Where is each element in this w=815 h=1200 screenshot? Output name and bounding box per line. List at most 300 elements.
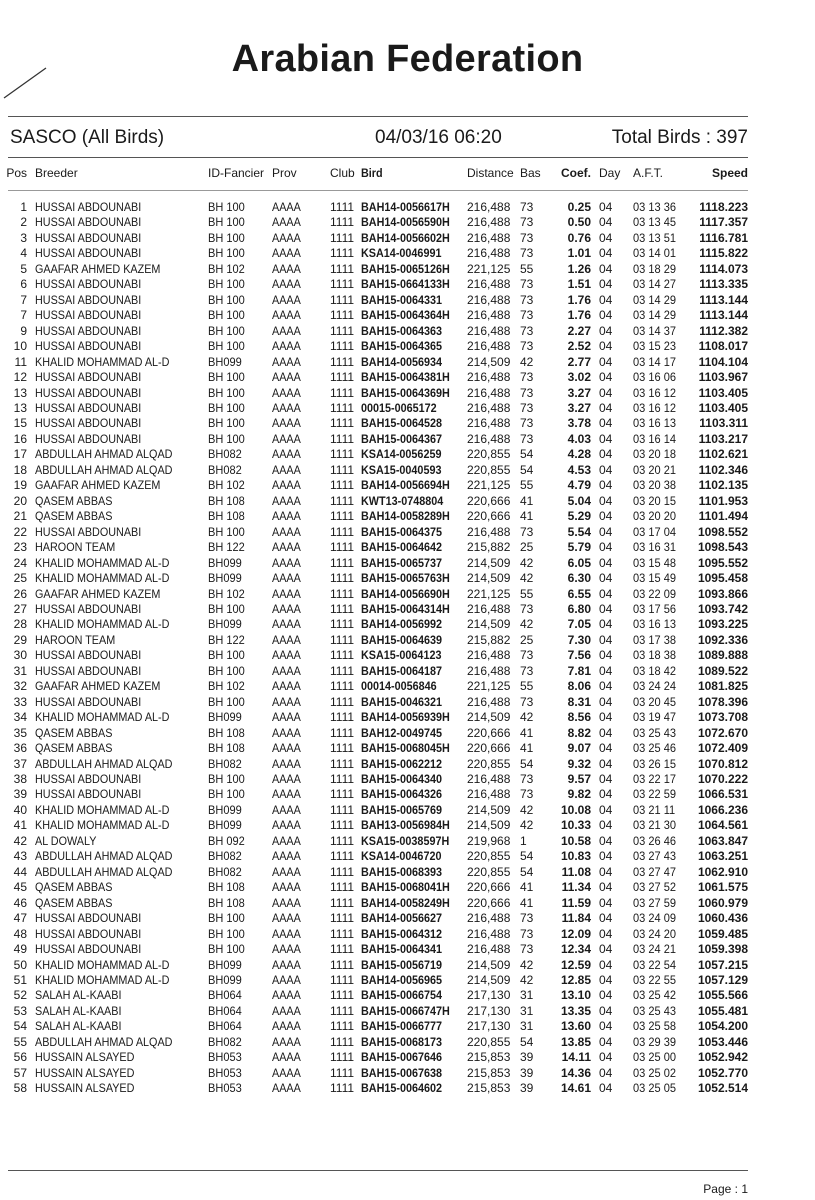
cell-bas: 73 bbox=[520, 400, 534, 415]
cell-distance: 216,488 bbox=[467, 694, 511, 709]
cell-pos: 49 bbox=[13, 942, 27, 957]
divider-header bbox=[8, 157, 748, 158]
cell-id-fancier: BH064 bbox=[208, 988, 242, 1003]
cell-day: 04 bbox=[599, 1081, 613, 1096]
cell-pos: 56 bbox=[13, 1050, 27, 1065]
cell-id-fancier: BH 100 bbox=[208, 400, 245, 415]
cell-prov: AAAA bbox=[272, 911, 301, 926]
cell-id-fancier: BH 100 bbox=[208, 787, 245, 802]
cell-coef: 12.59 bbox=[560, 957, 591, 972]
cell-aft: 03 18 29 bbox=[633, 261, 676, 276]
cell-coef: 3.27 bbox=[567, 400, 591, 415]
cell-club: 1111 bbox=[330, 1065, 355, 1080]
cell-coef: 4.79 bbox=[567, 478, 591, 493]
cell-prov: AAAA bbox=[272, 617, 301, 632]
cell-breeder: QASEM ABBAS bbox=[35, 509, 113, 524]
cell-aft: 03 13 45 bbox=[633, 215, 676, 230]
cell-club: 1111 bbox=[330, 385, 355, 400]
cell-distance: 217,130 bbox=[467, 1003, 511, 1018]
cell-bird: BAH15-0064312 bbox=[361, 926, 443, 941]
cell-bas: 73 bbox=[520, 524, 534, 539]
cell-day: 04 bbox=[599, 277, 613, 292]
cell-pos: 37 bbox=[13, 756, 27, 771]
cell-bird: BAH15-0064331 bbox=[361, 292, 443, 307]
cell-speed: 1098.543 bbox=[697, 540, 748, 555]
cell-pos: 23 bbox=[13, 540, 27, 555]
cell-day: 04 bbox=[599, 230, 613, 245]
cell-breeder: ABDULLAH AHMAD ALQAD bbox=[35, 462, 173, 477]
cell-speed: 1113.144 bbox=[699, 308, 748, 323]
table-row bbox=[0, 617, 815, 632]
cell-bird: BAH15-0064364H bbox=[361, 308, 450, 323]
cell-day: 04 bbox=[599, 864, 613, 879]
cell-bird: BAH15-0064341 bbox=[361, 942, 443, 957]
cell-breeder: KHALID MOHAMMAD AL-D bbox=[35, 818, 170, 833]
cell-bird: BAH15-0068045H bbox=[361, 741, 450, 756]
table-row bbox=[0, 849, 815, 864]
cell-coef: 0.76 bbox=[567, 230, 591, 245]
cell-distance: 220,666 bbox=[467, 493, 511, 508]
cell-club: 1111 bbox=[330, 849, 355, 864]
cell-coef: 5.79 bbox=[567, 540, 591, 555]
cell-club: 1111 bbox=[330, 756, 355, 771]
cell-id-fancier: BH 100 bbox=[208, 911, 245, 926]
cell-pos: 44 bbox=[13, 864, 27, 879]
cell-breeder: HUSSAIN ALSAYED bbox=[35, 1081, 135, 1096]
cell-bas: 73 bbox=[520, 339, 534, 354]
cell-distance: 221,125 bbox=[467, 586, 511, 601]
cell-distance: 214,509 bbox=[467, 571, 511, 586]
cell-prov: AAAA bbox=[272, 818, 301, 833]
cell-id-fancier: BH 100 bbox=[208, 292, 245, 307]
cell-pos: 7 bbox=[20, 308, 27, 323]
table-row bbox=[0, 370, 815, 385]
cell-coef: 10.08 bbox=[560, 802, 591, 817]
total-birds: Total Birds : 397 bbox=[611, 127, 748, 148]
cell-id-fancier: BH 108 bbox=[208, 741, 245, 756]
cell-speed: 1054.200 bbox=[697, 1019, 748, 1034]
cell-breeder: QASEM ABBAS bbox=[35, 493, 113, 508]
cell-pos: 22 bbox=[13, 524, 27, 539]
cell-aft: 03 22 17 bbox=[633, 772, 676, 787]
cell-coef: 8.31 bbox=[567, 694, 591, 709]
cell-distance: 220,855 bbox=[467, 447, 511, 462]
cell-aft: 03 25 00 bbox=[633, 1050, 676, 1065]
cell-club: 1111 bbox=[330, 710, 355, 725]
cell-distance: 216,488 bbox=[467, 911, 511, 926]
cell-distance: 216,488 bbox=[467, 308, 511, 323]
table-row bbox=[0, 664, 815, 679]
cell-distance: 216,488 bbox=[467, 663, 511, 678]
cell-day: 04 bbox=[599, 246, 613, 261]
cell-speed: 1103.311 bbox=[699, 416, 748, 431]
cell-speed: 1114.073 bbox=[699, 261, 748, 276]
table-row bbox=[0, 509, 815, 524]
cell-prov: AAAA bbox=[272, 942, 301, 957]
cell-prov: AAAA bbox=[272, 772, 301, 787]
cell-aft: 03 17 38 bbox=[633, 632, 676, 647]
cell-bird: BAH15-0064340 bbox=[361, 772, 443, 787]
column-header-id-fancier: ID-Fancier bbox=[208, 166, 265, 180]
column-header-distance: Distance bbox=[467, 166, 514, 180]
cell-aft: 03 25 58 bbox=[633, 1019, 676, 1034]
cell-prov: AAAA bbox=[272, 215, 301, 230]
cell-bird: BAH15-0068393 bbox=[361, 864, 443, 879]
cell-coef: 1.26 bbox=[567, 261, 591, 276]
cell-prov: AAAA bbox=[272, 849, 301, 864]
cell-distance: 220,855 bbox=[467, 462, 511, 477]
cell-bas: 73 bbox=[520, 370, 534, 385]
cell-breeder: QASEM ABBAS bbox=[35, 880, 113, 895]
cell-prov: AAAA bbox=[272, 261, 301, 276]
cell-speed: 1053.446 bbox=[697, 1034, 748, 1049]
cell-bird: KSA15-0040593 bbox=[361, 462, 442, 477]
cell-club: 1111 bbox=[330, 215, 355, 230]
cell-breeder: ABDULLAH AHMAD ALQAD bbox=[35, 849, 173, 864]
cell-bas: 42 bbox=[520, 354, 534, 369]
cell-id-fancier: BH 100 bbox=[208, 772, 245, 787]
cell-aft: 03 21 11 bbox=[633, 802, 676, 817]
cell-day: 04 bbox=[599, 462, 613, 477]
cell-coef: 5.29 bbox=[567, 509, 591, 524]
cell-club: 1111 bbox=[330, 339, 355, 354]
table-row bbox=[0, 540, 815, 555]
cell-club: 1111 bbox=[330, 725, 355, 740]
cell-club: 1111 bbox=[330, 741, 355, 756]
cell-bird: KSA14-0056259 bbox=[361, 447, 442, 462]
cell-pos: 35 bbox=[13, 725, 27, 740]
cell-bas: 73 bbox=[520, 416, 534, 431]
cell-speed: 1102.621 bbox=[698, 447, 748, 462]
cell-prov: AAAA bbox=[272, 1034, 301, 1049]
cell-pos: 57 bbox=[13, 1065, 27, 1080]
cell-id-fancier: BH 102 bbox=[208, 478, 245, 493]
cell-day: 04 bbox=[599, 1019, 613, 1034]
cell-breeder: HUSSAI ABDOUNABI bbox=[35, 200, 142, 214]
table-row bbox=[0, 1066, 815, 1081]
cell-aft: 03 17 56 bbox=[633, 601, 676, 616]
cell-day: 04 bbox=[599, 601, 613, 616]
cell-distance: 216,488 bbox=[467, 926, 511, 941]
cell-pos: 58 bbox=[13, 1081, 27, 1096]
cell-distance: 216,488 bbox=[467, 400, 511, 415]
cell-breeder: HUSSAIN ALSAYED bbox=[35, 1065, 135, 1080]
cell-id-fancier: BH 100 bbox=[208, 277, 245, 292]
table-row bbox=[0, 246, 815, 261]
cell-aft: 03 14 01 bbox=[633, 246, 676, 261]
cell-coef: 0.50 bbox=[567, 215, 591, 230]
cell-day: 04 bbox=[599, 555, 613, 570]
cell-bird: BAH15-0064602 bbox=[361, 1081, 443, 1096]
cell-bird: BAH15-0046321 bbox=[361, 694, 443, 709]
cell-prov: AAAA bbox=[272, 354, 301, 369]
cell-prov: AAAA bbox=[272, 632, 301, 647]
cell-coef: 8.06 bbox=[567, 679, 591, 694]
cell-club: 1111 bbox=[330, 957, 355, 972]
cell-bas: 41 bbox=[520, 880, 534, 895]
cell-pos: 52 bbox=[13, 988, 27, 1003]
cell-prov: AAAA bbox=[272, 323, 301, 338]
cell-aft: 03 15 49 bbox=[633, 571, 676, 586]
cell-aft: 03 24 20 bbox=[633, 926, 676, 941]
cell-coef: 14.61 bbox=[560, 1081, 591, 1096]
cell-breeder: AL DOWALY bbox=[35, 833, 97, 848]
cell-speed: 1060.436 bbox=[697, 911, 748, 926]
cell-pos: 5 bbox=[20, 261, 27, 276]
cell-distance: 216,488 bbox=[467, 339, 511, 354]
cell-breeder: SALAH AL-KAABI bbox=[35, 1003, 122, 1018]
cell-coef: 5.54 bbox=[567, 524, 591, 539]
table-row bbox=[0, 927, 815, 942]
cell-coef: 13.35 bbox=[560, 1003, 591, 1018]
cell-breeder: HUSSAI ABDOUNABI bbox=[35, 663, 142, 678]
cell-day: 04 bbox=[599, 1034, 613, 1049]
table-row bbox=[0, 587, 815, 602]
cell-speed: 1103.217 bbox=[698, 431, 748, 446]
cell-bas: 42 bbox=[520, 617, 534, 632]
cell-bas: 73 bbox=[520, 648, 534, 663]
table-row bbox=[0, 633, 815, 648]
cell-coef: 7.56 bbox=[567, 648, 591, 663]
cell-distance: 221,125 bbox=[467, 261, 511, 276]
cell-bas: 55 bbox=[520, 679, 534, 694]
cell-club: 1111 bbox=[330, 632, 355, 647]
cell-id-fancier: BH 100 bbox=[208, 308, 245, 323]
cell-day: 04 bbox=[599, 926, 613, 941]
cell-aft: 03 24 21 bbox=[633, 942, 676, 957]
cell-speed: 1073.708 bbox=[697, 710, 748, 725]
cell-bas: 42 bbox=[520, 818, 534, 833]
cell-aft: 03 18 38 bbox=[633, 648, 676, 663]
cell-day: 04 bbox=[599, 1065, 613, 1080]
cell-bas: 73 bbox=[520, 911, 534, 926]
cell-day: 04 bbox=[599, 385, 613, 400]
cell-id-fancier: BH 100 bbox=[208, 246, 245, 261]
cell-aft: 03 21 30 bbox=[633, 818, 676, 833]
cell-pos: 46 bbox=[13, 895, 27, 910]
cell-day: 04 bbox=[599, 911, 613, 926]
cell-prov: AAAA bbox=[272, 1019, 301, 1034]
table-row bbox=[0, 695, 815, 710]
cell-club: 1111 bbox=[330, 277, 355, 292]
cell-club: 1111 bbox=[330, 1003, 355, 1018]
cell-prov: AAAA bbox=[272, 679, 301, 694]
table-row bbox=[0, 447, 815, 462]
cell-id-fancier: BH082 bbox=[208, 1034, 242, 1049]
cell-distance: 220,666 bbox=[467, 880, 511, 895]
cell-id-fancier: BH099 bbox=[208, 710, 242, 725]
cell-bird: BAH15-0065737 bbox=[361, 555, 443, 570]
cell-club: 1111 bbox=[330, 694, 355, 709]
cell-club: 1111 bbox=[330, 447, 355, 462]
cell-distance: 216,488 bbox=[467, 200, 511, 214]
cell-prov: AAAA bbox=[272, 1065, 301, 1080]
cell-id-fancier: BH099 bbox=[208, 818, 242, 833]
cell-id-fancier: BH 092 bbox=[208, 833, 245, 848]
divider-bottom bbox=[8, 1170, 748, 1171]
cell-breeder: GAAFAR AHMED KAZEM bbox=[35, 261, 161, 276]
cell-bird: BAH14-0058249H bbox=[361, 895, 450, 910]
cell-coef: 1.76 bbox=[567, 292, 591, 307]
cell-id-fancier: BH099 bbox=[208, 571, 242, 586]
cell-bas: 73 bbox=[520, 200, 534, 214]
cell-coef: 11.34 bbox=[561, 880, 591, 895]
cell-distance: 220,855 bbox=[467, 1034, 511, 1049]
cell-speed: 1057.129 bbox=[697, 973, 748, 987]
cell-aft: 03 14 29 bbox=[633, 308, 676, 323]
cell-bird: BAH14-0056934 bbox=[361, 354, 443, 369]
cell-speed: 1101.953 bbox=[698, 493, 748, 508]
cell-breeder: GAAFAR AHMED KAZEM bbox=[35, 478, 161, 493]
cell-coef: 8.82 bbox=[567, 725, 591, 740]
cell-pos: 6 bbox=[20, 277, 27, 292]
cell-pos: 34 bbox=[13, 710, 27, 725]
cell-aft: 03 15 23 bbox=[633, 339, 676, 354]
table-row bbox=[0, 386, 815, 401]
cell-day: 04 bbox=[599, 261, 613, 276]
cell-club: 1111 bbox=[330, 230, 355, 245]
cell-bas: 54 bbox=[520, 447, 534, 462]
cell-club: 1111 bbox=[330, 802, 355, 817]
cell-day: 04 bbox=[599, 1050, 613, 1065]
cell-pos: 50 bbox=[13, 957, 27, 972]
cell-bas: 39 bbox=[520, 1065, 534, 1080]
cell-prov: AAAA bbox=[272, 339, 301, 354]
cell-breeder: HUSSAI ABDOUNABI bbox=[35, 215, 142, 230]
cell-prov: AAAA bbox=[272, 957, 301, 972]
table-row bbox=[0, 741, 815, 756]
cell-speed: 1102.135 bbox=[698, 478, 748, 493]
cell-bas: 1 bbox=[520, 833, 527, 848]
cell-aft: 03 20 15 bbox=[633, 493, 676, 508]
cell-prov: AAAA bbox=[272, 973, 301, 987]
column-header-pos: Pos bbox=[6, 166, 27, 180]
cell-coef: 2.52 bbox=[567, 339, 591, 354]
cell-bas: 25 bbox=[520, 632, 534, 647]
cell-id-fancier: BH 100 bbox=[208, 663, 245, 678]
cell-bird: BAH13-0056984H bbox=[361, 818, 450, 833]
cell-speed: 1089.888 bbox=[697, 648, 748, 663]
cell-aft: 03 26 46 bbox=[633, 833, 676, 848]
cell-speed: 1103.967 bbox=[698, 370, 748, 385]
cell-day: 04 bbox=[599, 741, 613, 756]
cell-bas: 42 bbox=[520, 571, 534, 586]
cell-pos: 16 bbox=[13, 431, 27, 446]
cell-club: 1111 bbox=[330, 416, 355, 431]
cell-coef: 9.07 bbox=[567, 741, 591, 756]
table-row bbox=[0, 710, 815, 725]
cell-bird: BAH15-0064528 bbox=[361, 416, 443, 431]
cell-breeder: HUSSAI ABDOUNABI bbox=[35, 524, 142, 539]
cell-club: 1111 bbox=[330, 354, 355, 369]
cell-aft: 03 16 12 bbox=[633, 385, 676, 400]
cell-breeder: HUSSAI ABDOUNABI bbox=[35, 370, 142, 385]
cell-bas: 73 bbox=[520, 385, 534, 400]
cell-bird: KSA15-0064123 bbox=[361, 648, 442, 663]
cell-club: 1111 bbox=[330, 1050, 355, 1065]
cell-bird: BAH15-0064375 bbox=[361, 524, 443, 539]
cell-id-fancier: BH 100 bbox=[208, 230, 245, 245]
cell-aft: 03 16 06 bbox=[633, 370, 676, 385]
table-row bbox=[0, 231, 815, 246]
cell-id-fancier: BH099 bbox=[208, 354, 242, 369]
cell-aft: 03 22 55 bbox=[633, 973, 676, 987]
cell-distance: 216,488 bbox=[467, 277, 511, 292]
cell-distance: 214,509 bbox=[467, 818, 511, 833]
cell-pos: 29 bbox=[13, 632, 27, 647]
cell-bas: 54 bbox=[520, 1034, 534, 1049]
cell-bas: 73 bbox=[520, 246, 534, 261]
cell-club: 1111 bbox=[330, 308, 355, 323]
table-row bbox=[0, 432, 815, 447]
table-row bbox=[0, 401, 815, 416]
cell-distance: 216,488 bbox=[467, 323, 511, 338]
table-row bbox=[0, 463, 815, 478]
table-row bbox=[0, 648, 815, 663]
cell-day: 04 bbox=[599, 1003, 613, 1018]
cell-bird: BAH15-0066777 bbox=[361, 1019, 443, 1034]
cell-bas: 73 bbox=[520, 787, 534, 802]
cell-pos: 39 bbox=[13, 787, 27, 802]
cell-bas: 73 bbox=[520, 663, 534, 678]
cell-coef: 10.83 bbox=[560, 849, 591, 864]
cell-distance: 221,125 bbox=[467, 679, 511, 694]
table-row bbox=[0, 865, 815, 880]
cell-distance: 220,666 bbox=[467, 725, 511, 740]
cell-id-fancier: BH 100 bbox=[208, 926, 245, 941]
cell-bird: BAH15-0064363 bbox=[361, 323, 443, 338]
cell-breeder: HUSSAI ABDOUNABI bbox=[35, 431, 142, 446]
cell-pos: 27 bbox=[13, 601, 27, 616]
cell-day: 04 bbox=[599, 370, 613, 385]
cell-pos: 45 bbox=[13, 880, 27, 895]
cell-speed: 1070.812 bbox=[697, 756, 748, 771]
cell-breeder: KHALID MOHAMMAD AL-D bbox=[35, 617, 170, 632]
cell-aft: 03 14 27 bbox=[633, 277, 676, 292]
cell-breeder: ABDULLAH AHMAD ALQAD bbox=[35, 447, 173, 462]
cell-aft: 03 20 21 bbox=[633, 462, 676, 477]
cell-day: 04 bbox=[599, 447, 613, 462]
cell-id-fancier: BH099 bbox=[208, 802, 242, 817]
cell-prov: AAAA bbox=[272, 725, 301, 740]
cell-bas: 73 bbox=[520, 215, 534, 230]
table-row bbox=[0, 803, 815, 818]
table-row bbox=[0, 988, 815, 1003]
cell-prov: AAAA bbox=[272, 308, 301, 323]
cell-aft: 03 16 31 bbox=[633, 540, 676, 555]
cell-bird: BAH14-0056602H bbox=[361, 230, 450, 245]
cell-bas: 31 bbox=[520, 1019, 534, 1034]
cell-bas: 42 bbox=[520, 802, 534, 817]
cell-pos: 15 bbox=[13, 416, 27, 431]
cell-id-fancier: BH 100 bbox=[208, 648, 245, 663]
cell-pos: 53 bbox=[13, 1003, 27, 1018]
cell-day: 04 bbox=[599, 957, 613, 972]
cell-speed: 1102.346 bbox=[698, 462, 748, 477]
cell-aft: 03 16 13 bbox=[633, 416, 676, 431]
cell-aft: 03 25 43 bbox=[633, 725, 676, 740]
cell-coef: 4.53 bbox=[567, 462, 591, 477]
cell-prov: AAAA bbox=[272, 478, 301, 493]
cell-prov: AAAA bbox=[272, 988, 301, 1003]
race-datetime: 04/03/16 06:20 bbox=[375, 127, 502, 148]
cell-pos: 36 bbox=[13, 741, 27, 756]
cell-aft: 03 26 15 bbox=[633, 756, 676, 771]
cell-pos: 13 bbox=[13, 385, 27, 400]
cell-pos: 31 bbox=[13, 663, 27, 678]
cell-distance: 216,488 bbox=[467, 431, 511, 446]
cell-breeder: KHALID MOHAMMAD AL-D bbox=[35, 710, 170, 725]
